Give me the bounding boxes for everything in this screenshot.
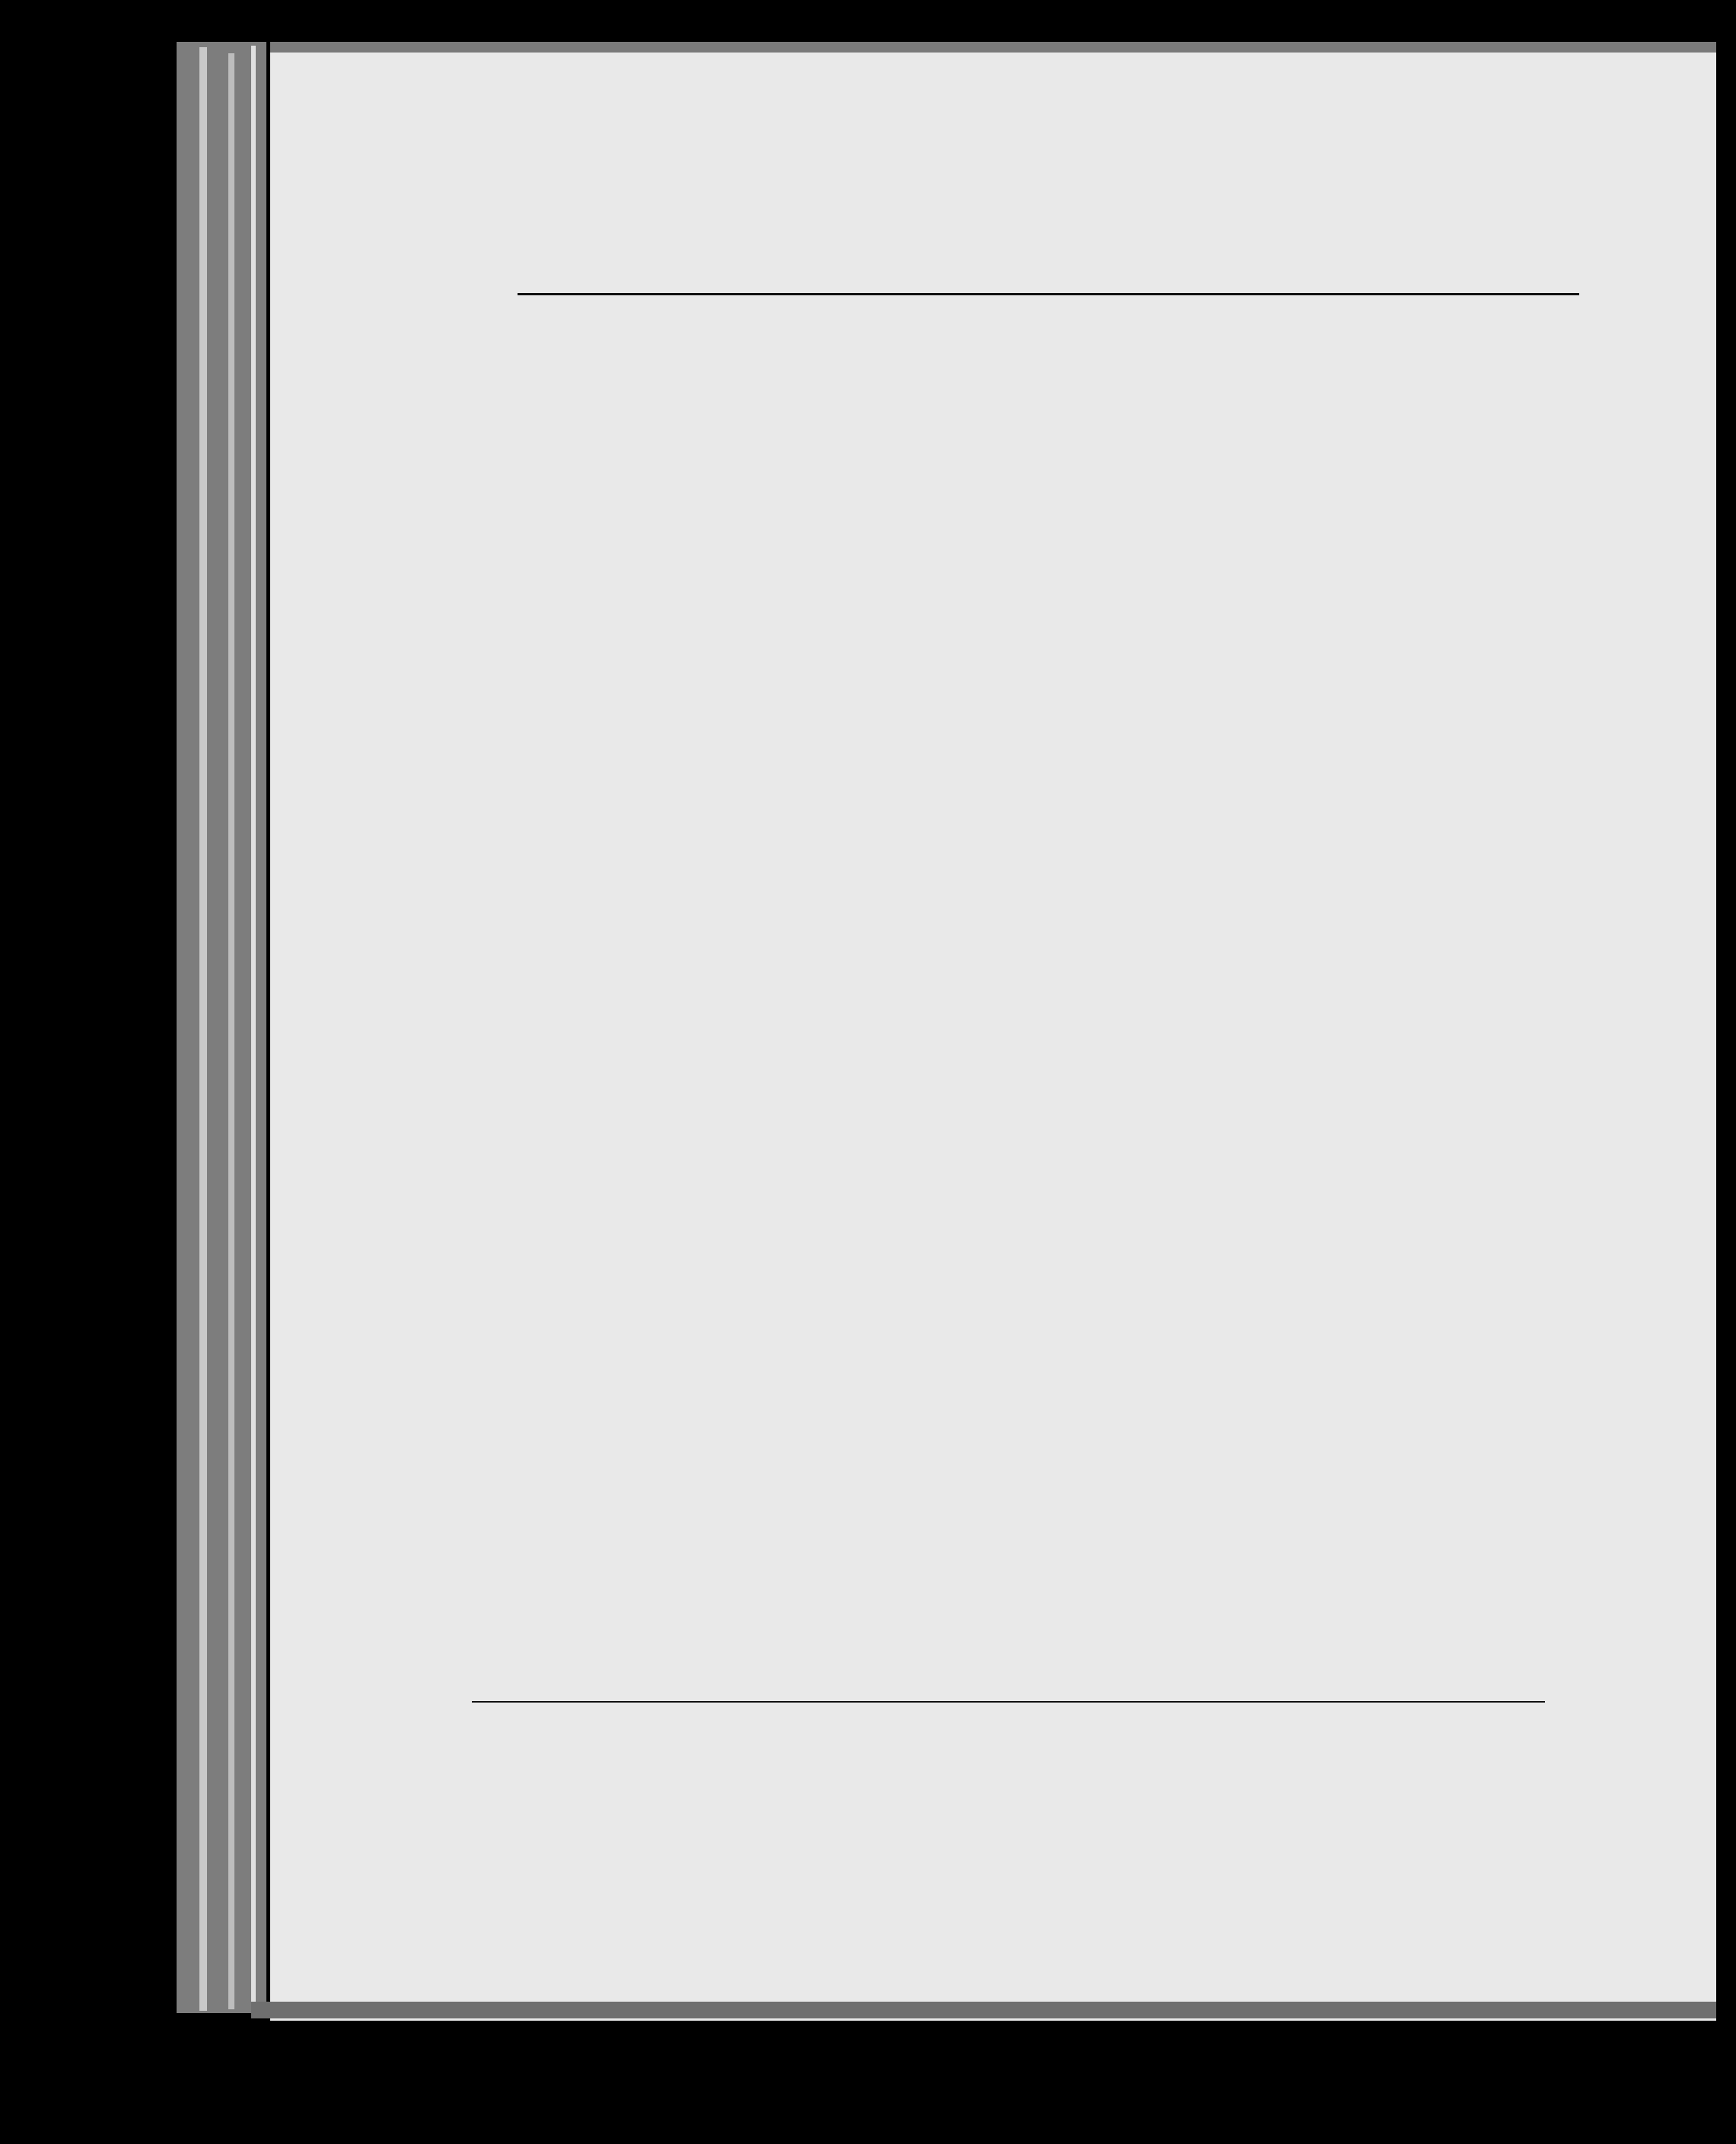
- page-edge-leaf: [199, 47, 207, 2011]
- page-bottom-edge: [251, 2002, 1716, 2018]
- book-page: [270, 42, 1716, 2021]
- page-edge-leaf: [251, 46, 256, 2009]
- footnote-rule: [472, 1701, 1545, 1703]
- header-rule: [518, 293, 1579, 295]
- page-edge-leaf: [228, 53, 234, 2009]
